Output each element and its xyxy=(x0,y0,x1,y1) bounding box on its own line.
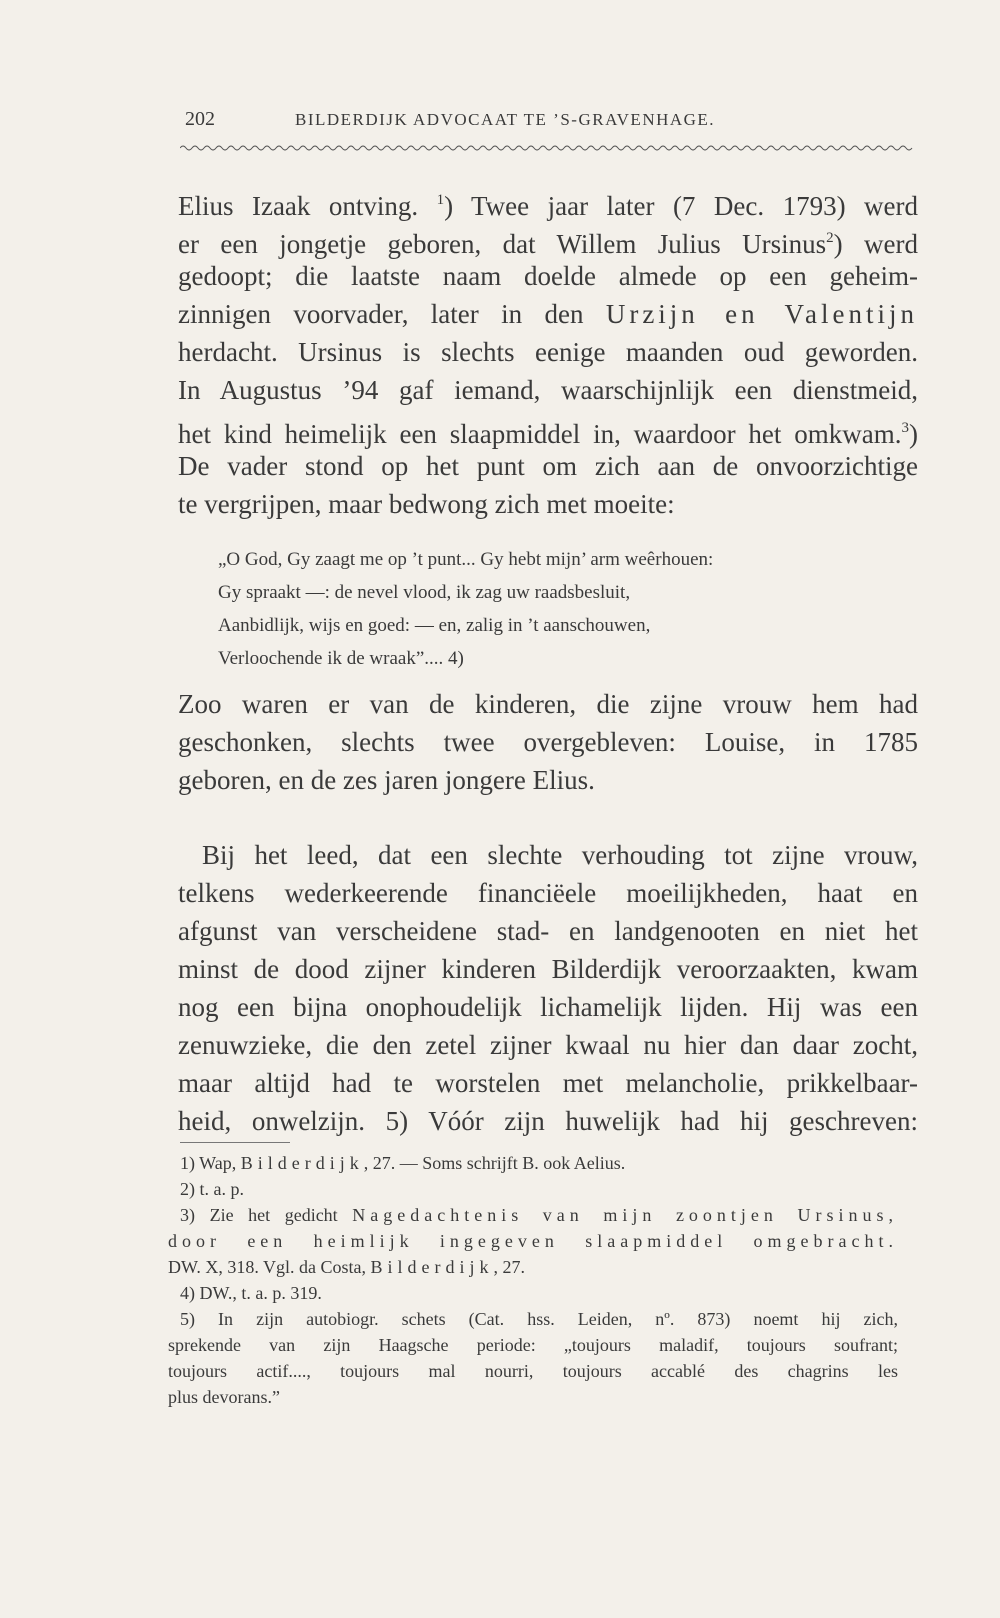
footnote-3-cont xyxy=(168,1228,898,1254)
footnote-5-cont: sprekende van zijn Haagsche periode: „toujours maladif, toujours soufrant; xyxy=(168,1335,898,1355)
text: , 27. xyxy=(493,1257,525,1277)
spaced-title: Bilderdijk xyxy=(240,1153,364,1173)
footnote-5-cont: plus devorans.” xyxy=(168,1387,280,1407)
text-line xyxy=(178,219,918,257)
text-line: afgunst van verscheidene stad- en landgenooten en niet het xyxy=(178,916,918,946)
text-line: geboren, en de zes jaren jongere Elius. xyxy=(178,765,595,795)
footnote-ref: 3 xyxy=(901,420,909,436)
text: 1) Wap, xyxy=(180,1153,237,1173)
poem-line: „O God, Gy zaagt me op ’t punt... Gy hebt mijn’ arm weêrhouen: xyxy=(218,549,714,570)
footnote-5: 5) In zijn autobiogr. schets (Cat. hss. Leiden, nº. 873) noemt hij zich, xyxy=(180,1309,898,1329)
text-line: In Augustus ’94 gaf iemand, waarschijnlijk een dienstmeid, xyxy=(178,375,918,405)
text-line: Zoo waren er van de kinderen, die zijne vrouw hem had xyxy=(178,689,918,719)
poem-line: Gy spraakt —: de nevel vlood, ik zag uw raadsbesluit, xyxy=(218,582,631,603)
footnote-3-cont xyxy=(168,1254,898,1280)
text: 3) Zie het gedicht xyxy=(180,1205,338,1225)
poem-line: Verloochende ik de wraak”.... 4) xyxy=(218,648,464,669)
text: ) werd xyxy=(833,229,918,259)
text: zinnigen voorvader, later in den xyxy=(178,299,584,329)
text-line: te vergrijpen, maar bedwong zich met moeite: xyxy=(178,489,675,519)
text-line: minst de dood zijner kinderen Bilderdijk veroorzaakten, kwam xyxy=(178,954,918,984)
spaced-title: Urzijn en Valentijn xyxy=(605,299,918,329)
footnotes xyxy=(168,1150,898,1410)
poem-line: Aanbidlijk, wijs en goed: — en, zalig in ’t aanschouwen, xyxy=(218,615,651,636)
text-line: Bij het leed, dat een slechte verhouding tot zijne vrouw, xyxy=(202,840,918,870)
text-line: maar altijd had te worstelen met melancholie, prikkelbaar- xyxy=(178,1068,918,1098)
text-line: De vader stond op het punt om zich aan de onvoorzichtige xyxy=(178,451,918,481)
footnote-4: 4) DW., t. a. p. 319. xyxy=(180,1283,322,1303)
text: Elius Izaak ontving. xyxy=(178,191,419,221)
text-line: zenuwzieke, die den zetel zijner kwaal nu hier dan daar zocht, xyxy=(178,1030,918,1060)
spaced-title: Bilderdijk xyxy=(370,1257,494,1277)
wavy-rule xyxy=(180,144,915,152)
paragraph-1 xyxy=(178,181,918,523)
text: DW. X, 318. Vgl. da Costa, xyxy=(168,1257,366,1277)
text: er een jongetje geboren, dat Willem Julius Ursinus xyxy=(178,229,827,259)
footnote-rule xyxy=(180,1142,290,1143)
footnote-5-cont: toujours actif...., toujours mal nourri, toujours accablé des chagrins les xyxy=(168,1361,898,1381)
text-line: heid, onwelzijn. 5) Vóór zijn huwelijk had hij geschreven: xyxy=(178,1106,918,1136)
footnote-1 xyxy=(168,1150,898,1176)
running-title: BILDERDIJK ADVOCAAT TE ’S-GRAVENHAGE. xyxy=(295,110,716,129)
text-line xyxy=(178,295,918,333)
footnote-ref: 2 xyxy=(826,230,834,246)
text: ) xyxy=(909,419,918,449)
text-line: geschonken, slechts twee overgebleven: Louise, in 1785 xyxy=(178,727,918,757)
footnote-ref: 1 xyxy=(436,192,445,208)
text-line: nog een bijna onophoudelijk lichamelijk lijden. Hij was een xyxy=(178,992,918,1022)
running-header xyxy=(185,108,905,131)
spaced-title: door een heimlijk ingegeven slaapmiddel omgebracht. xyxy=(168,1231,898,1251)
poem-quote xyxy=(218,543,918,675)
text: het kind heimelijk een slaapmiddel in, waardoor het omkwam. xyxy=(178,419,902,449)
footnote-3 xyxy=(168,1202,898,1228)
text-line xyxy=(178,181,918,219)
paragraph-2 xyxy=(178,685,918,799)
page-number: 202 xyxy=(185,108,215,130)
text-line: herdacht. Ursinus is slechts eenige maanden oud geworden. xyxy=(178,337,918,367)
spaced-title: Nagedachtenis van mijn zoontjen Ursinus, xyxy=(352,1205,898,1225)
paragraph-3 xyxy=(178,836,918,1140)
text-line: gedoopt; die laatste naam doelde almede op een geheim- xyxy=(178,261,918,291)
text-line: telkens wederkeerende financiëele moeilijkheden, haat en xyxy=(178,878,918,908)
text-line xyxy=(178,409,918,447)
footnote-2: 2) t. a. p. xyxy=(180,1179,244,1199)
text: ) Twee jaar later (7 Dec. 1793) werd xyxy=(444,191,919,221)
text: , 27. — Soms schrijft B. ook Aelius. xyxy=(363,1153,626,1173)
